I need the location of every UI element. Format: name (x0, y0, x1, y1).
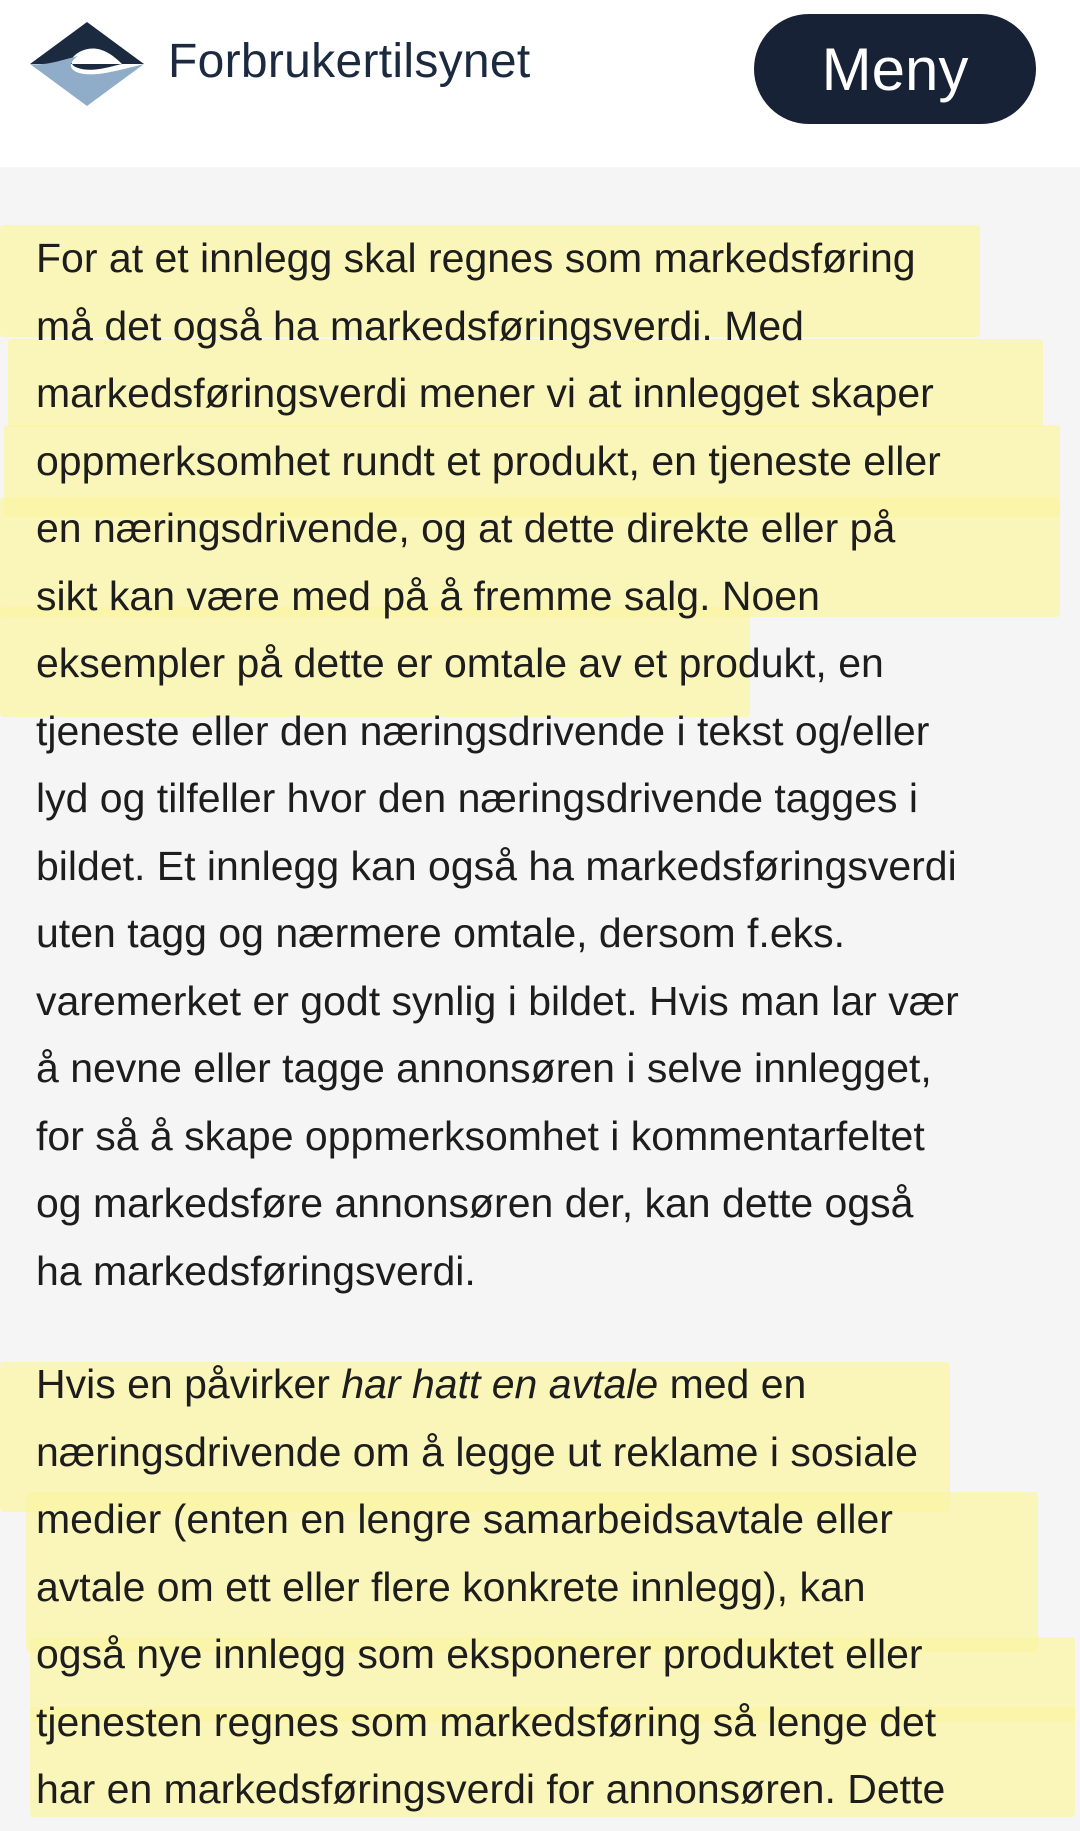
menu-button[interactable]: Meny (754, 14, 1036, 124)
paragraph-line: oppmerksomhet rundt et produkt, en tjeneste eller (36, 437, 941, 484)
paragraph-line: sikt kan være med på å fremme salg. Noen (36, 572, 820, 619)
text-segment: Hvis en påvirker (36, 1361, 342, 1407)
paragraph-line: har en markedsføringsverdi for annonsøren. Dette (36, 1766, 946, 1812)
paragraph-marketing-value (36, 225, 959, 1305)
paragraph-line: medier (enten en lengre samarbeidsavtale eller (36, 1496, 893, 1542)
paragraph-line: ha markedsføringsverdi. (36, 1247, 476, 1294)
paragraph-line: næringsdrivende om å legge ut reklame i sosiale (36, 1428, 918, 1475)
paragraph-agreement (36, 1351, 945, 1824)
paragraph-line (36, 1351, 945, 1419)
paragraph-line: tjeneste eller den næringsdrivende i tekst og/eller (36, 707, 930, 754)
paragraph-line: uten tagg og nærmere omtale, dersom f.eks. (36, 910, 846, 956)
paragraph-line: bildet. Et innlegg kan også ha markedsføringsverdi (36, 842, 957, 889)
paragraph-line: tjenesten regnes som markedsføring så lenge det (36, 1698, 937, 1745)
paragraph-line: varemerket er godt synlig i bildet. Hvis man lar vær (36, 977, 959, 1024)
paragraph-line: For at et innlegg skal regnes som markedsføring (36, 235, 916, 281)
italic-text: har hatt en avtale (341, 1361, 659, 1407)
article-content (0, 167, 1080, 1831)
paragraph-line: eksempler på dette er omtale av et produkt, en (36, 640, 884, 686)
paragraph-line: for så å skape oppmerksomhet i kommentarfeltet (36, 1112, 925, 1159)
paragraph-line: å nevne eller tagge annonsøren i selve innlegget, (36, 1045, 932, 1091)
site-header (0, 0, 1080, 167)
paragraph-line: en næringsdrivende, og at dette direkte eller på (36, 505, 896, 551)
paragraph-line: også nye innlegg som eksponerer produktet eller (36, 1631, 923, 1677)
brand-name[interactable]: Forbrukertilsynet (168, 35, 531, 88)
paragraph-line: avtale om ett eller flere konkrete innlegg), kan (36, 1563, 866, 1610)
paragraph-line: markedsføringsverdi mener vi at innlegget skaper (36, 370, 934, 416)
forbrukertilsynet-logo-icon[interactable] (26, 20, 148, 108)
paragraph-line: og markedsføre annonsøren der, kan dette også (36, 1180, 914, 1226)
text-segment: med en (658, 1361, 807, 1407)
paragraph-line: må det også ha markedsføringsverdi. Med (36, 302, 804, 349)
paragraph-line: lyd og tilfeller hvor den næringsdrivende tagges i (36, 775, 919, 821)
